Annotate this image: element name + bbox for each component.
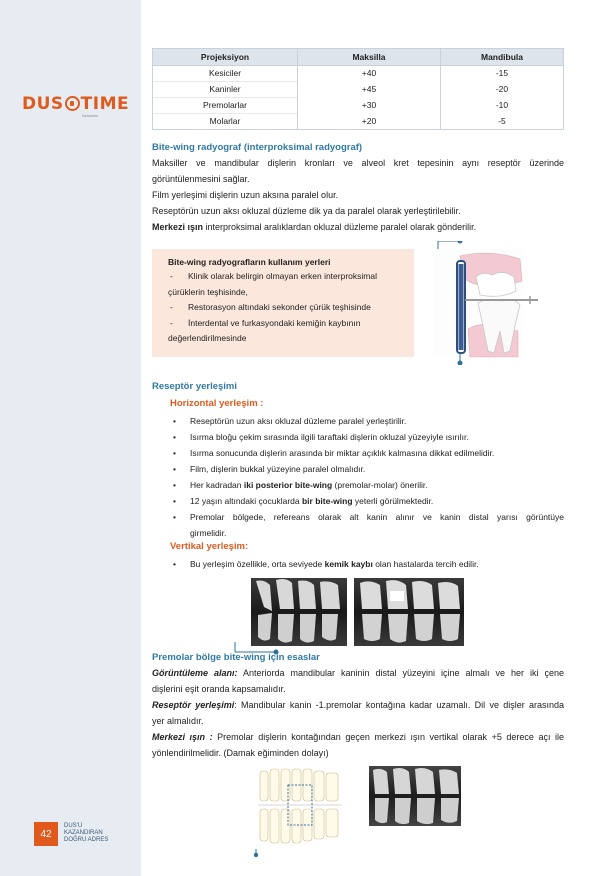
list-item: • Isırma bloğu çekim sırasında ilgili taraftaki dişlerin okluzal yüzeyiyle ısırılır.	[170, 429, 564, 445]
text-span: Premolar bölgede, refereans olarak alt kanin alınır ve kanin distal yarısı görüntüye	[190, 512, 564, 522]
bitewing-p4-bold: Merkezi ışın	[152, 222, 204, 232]
sidebar	[0, 0, 141, 876]
footer-line: DOĞRU ADRES	[64, 837, 109, 843]
list-item: - Restorasyon altındaki sekonder çürük teşhisinde	[168, 300, 408, 316]
table-header: Mandibula	[441, 49, 564, 66]
footer-line: DUS'U	[64, 823, 83, 829]
vertical-heading: Vertikal yerleşim:	[170, 541, 249, 552]
text-span: (premolar-molar) önerilir.	[332, 480, 428, 490]
table-cell: +40	[298, 66, 441, 82]
xray-image	[246, 577, 470, 647]
table-header: Projeksiyon	[153, 49, 298, 66]
vertical-xray-group	[246, 577, 470, 647]
list-item	[170, 509, 564, 525]
text-span: Premolar dişlerin kontağından geçen merkezi ışın vertikal olarak +5 derece açı ile	[212, 732, 564, 742]
table-cell: Kesiciler	[153, 66, 298, 82]
table-cell: +45	[298, 82, 441, 98]
usage-list	[168, 269, 408, 347]
premolar-l2b: yer almalıdır.	[152, 716, 204, 726]
table-cell: -20	[441, 82, 564, 98]
text-bold: bir bite-wing	[301, 496, 353, 506]
premolar-label: Görüntüleme alanı:	[152, 668, 238, 678]
table-row	[153, 98, 564, 114]
bitewing-p4	[152, 220, 476, 236]
text-bold: iki posterior bite-wing	[243, 480, 333, 490]
xray-image	[369, 766, 461, 826]
usage-box	[152, 249, 414, 357]
bitewing-p2: Film yerleşimi dişlerin uzun aksına paralel olur.	[152, 190, 339, 200]
footer-slogan	[64, 823, 134, 844]
list-item	[170, 556, 564, 572]
logo-tagline: Kazandırır	[82, 114, 99, 118]
list-item: - İnterdental ve furkasyondaki kemiğin kaybının	[168, 316, 408, 332]
table-header: Maksilla	[298, 49, 441, 66]
text-span: Anteriorda mandibular kaninin distal yüzeyini içine almalı ve her iki çene	[237, 668, 564, 678]
premolar-label: Reseptör yerleşimi	[152, 700, 235, 710]
bitewing-illustration	[430, 241, 550, 365]
premolar-l1b: dişlerini eşit oranda kapsamalıdır.	[152, 684, 286, 694]
horizontal-heading: Horizontal yerleşim :	[170, 398, 264, 409]
premolar-heading: Premolar bölge bite-wing için esaslar	[152, 652, 320, 663]
brand-logo	[22, 94, 132, 126]
text-span: Bu yerleşim özellikle, orta seviyede	[190, 559, 325, 569]
logo-time: TIME	[80, 94, 130, 114]
table-cell: +30	[298, 98, 441, 114]
premolar-l3b: yönlendirilmelidir. (Damak eğiminden dolayı)	[152, 748, 329, 758]
list-item	[170, 493, 564, 509]
bitewing-p3: Reseptörün uzun aksı okluzal düzleme dik ya da paralel olarak yerleştirilebilir.	[152, 206, 461, 216]
text-span: 12 yaşın altındaki çocuklarda	[190, 496, 302, 506]
text-span: Her kadradan	[190, 480, 244, 490]
premolar-label: Merkezi ışın :	[152, 732, 213, 742]
bitewing-p4-rest: interproksimal aralıklardan okluzal düzleme paralel olarak gönderilir.	[203, 222, 477, 232]
footer-line: KAZANDIRAN	[64, 830, 103, 836]
list-item	[170, 477, 564, 493]
list-item: girmelidir.	[190, 528, 227, 538]
table-row	[153, 82, 564, 98]
tooth-clock-icon	[65, 96, 80, 111]
receptor-heading: Reseptör yerleşimi	[152, 381, 238, 392]
text-span: : Mandibular kanin -1.premolar kontağına kadar uzamalı. Dil ve dişler arasında	[234, 700, 564, 710]
bitewing-heading: Bite-wing radyograf (interproksimal radyograf)	[152, 142, 363, 153]
horizontal-list	[170, 413, 564, 541]
list-item: • Isırma sonucunda dişlerin arasında bir miktar açıklık kalmasına dikkat edilmelidir.	[170, 445, 564, 461]
list-item: - Klinik olarak belirgin olmayan erken interproksimal	[168, 269, 408, 285]
table-cell: Premolarlar	[153, 98, 298, 114]
list-item: • Reseptörün uzun aksı okluzal düzleme paralel yerleştirilir.	[170, 413, 564, 429]
logo-dus: DUS	[22, 94, 64, 114]
table-cell: Kaninler	[153, 82, 298, 98]
table-cell: -15	[441, 66, 564, 82]
table-cell: -10	[441, 98, 564, 114]
teeth-chart-illustration	[252, 765, 352, 857]
premolar-l1a	[152, 666, 564, 682]
text-span: olan hastalarda tercih edilir.	[372, 559, 479, 569]
bitewing-p1a: Maksiller ve mandibular dişlerin kronları ve alveol kret tepesinin aynı reseptör üzerinde	[152, 158, 564, 168]
premolar-xray	[369, 766, 461, 826]
text-span: yeterli görülmektedir.	[352, 496, 434, 506]
table-row	[153, 114, 564, 130]
bitewing-p1b: görüntülenmesini sağlar.	[152, 174, 250, 184]
list-item: • Film, dişlerin bukkal yüzeyine paralel olmalıdır.	[170, 461, 564, 477]
vertical-list	[170, 556, 564, 572]
premolar-l3a	[152, 730, 564, 746]
page-number: 42	[34, 822, 58, 846]
usage-title: Bite-wing radyografların kullanım yerleri	[168, 257, 331, 267]
table-cell: Molarlar	[153, 114, 298, 130]
text-bold: kemik kaybı	[324, 559, 373, 569]
table-cell: -5	[441, 114, 564, 130]
projection-table	[152, 48, 564, 130]
premolar-l2a	[152, 698, 564, 714]
list-item: değerlendirilmesinde	[168, 333, 247, 343]
table-cell: +20	[298, 114, 441, 130]
list-item: çürüklerin teşhisinde,	[168, 286, 248, 297]
table-row	[153, 66, 564, 82]
